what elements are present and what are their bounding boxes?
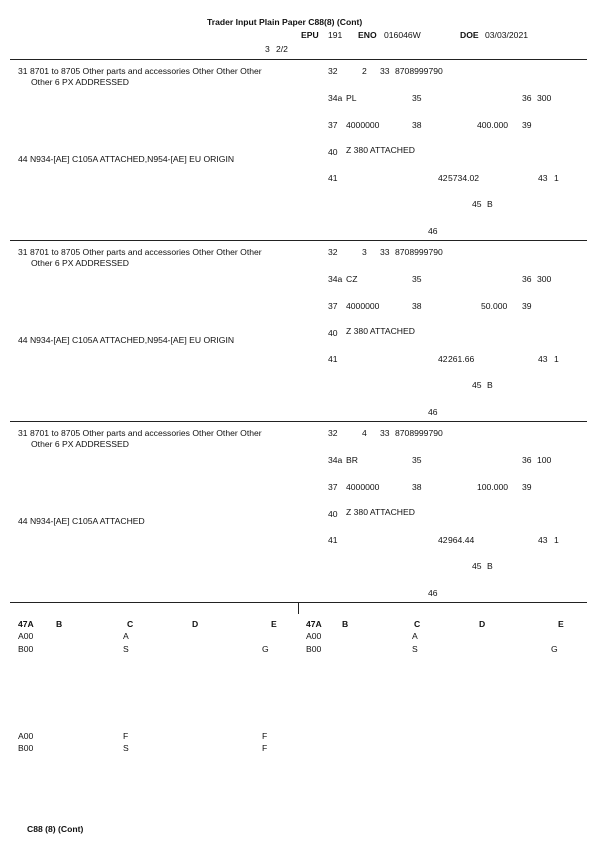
box-33-label: 33 [380,428,390,438]
form-number: 3 [265,44,270,54]
valuation-method: 1 [554,173,559,183]
goods-description-cont: Other 6 PX ADDRESSED [31,439,129,449]
tax-header-e: E [558,619,564,629]
tax-type: A00 [18,631,34,641]
box-36-label: 36 [522,455,532,465]
tax-type: A00 [306,631,322,641]
tax-calc: F [123,731,129,741]
page-number: 2/2 [276,44,288,54]
box-32-label: 32 [328,428,338,438]
tax-type: B00 [18,644,34,654]
tax-header-47a: 47A [18,619,34,629]
box-39-label: 39 [522,120,532,130]
box-34a-label: 34a [328,274,343,284]
item-divider [10,421,587,422]
box-43-label: 43 [538,173,548,183]
goods-description: 31 8701 to 8705 Other parts and accessories Other Other Other [18,247,262,257]
procedure-code: 4000000 [346,301,380,311]
box-41-label: 41 [328,354,338,364]
box-41-label: 41 [328,535,338,545]
tax-column-divider [298,602,299,614]
item-number: 2 [362,66,367,76]
tax-mp: G [551,644,558,654]
doe-value: 03/03/2021 [485,30,529,40]
goods-description-cont: Other 6 PX ADDRESSED [31,77,129,87]
epu-value: 191 [328,30,343,40]
epu-label: EPU [301,30,319,40]
item-divider [10,240,587,241]
doe-label: DOE [460,30,479,40]
box-32-label: 32 [328,247,338,257]
eno-value: 016046W [384,30,421,40]
previous-document: Z 380 ATTACHED [346,507,415,517]
box-35-label: 35 [412,274,422,284]
box-35-label: 35 [412,455,422,465]
box-35-label: 35 [412,93,422,103]
box-40-label: 40 [328,147,338,157]
tax-mp: F [262,731,268,741]
box-45-label: 45 [472,199,482,209]
box-46-label: 46 [428,407,438,417]
box-38-label: 38 [412,120,422,130]
tax-calc: S [123,644,129,654]
tax-mp: F [262,743,268,753]
box-33-label: 33 [380,66,390,76]
box-34a-label: 34a [328,93,343,103]
box-37-label: 37 [328,301,338,311]
box-33-label: 33 [380,247,390,257]
tax-header-b: B [342,619,349,629]
valuation-method: 1 [554,354,559,364]
box-41-label: 41 [328,173,338,183]
tax-calc: S [123,743,129,753]
tax-type: B00 [306,644,322,654]
preference: 300 [537,274,552,284]
origin-country: PL [346,93,357,103]
tax-calc: A [123,631,129,641]
box-39-label: 39 [522,301,532,311]
box-40-label: 40 [328,509,338,519]
tax-header-b: B [56,619,63,629]
tax-header-c: C [127,619,134,629]
box-43-label: 43 [538,354,548,364]
goods-description-cont: Other 6 PX ADDRESSED [31,258,129,268]
net-mass: 50.000 [481,301,508,311]
commodity-code: 8708999790 [395,247,443,257]
tax-type: A00 [18,731,34,741]
item-price: 964.44 [448,535,475,545]
item-number: 4 [362,428,367,438]
box-40-label: 40 [328,328,338,338]
box-38-label: 38 [412,301,422,311]
item-number: 3 [362,247,367,257]
tax-header-c: C [414,619,421,629]
goods-description: 31 8701 to 8705 Other parts and accessories Other Other Other [18,66,262,76]
additional-info: 44 N934-[AE] C105A ATTACHED,N954-[AE] EU ORIGIN [18,335,235,345]
box-42-label: 42 [438,535,448,545]
box-38-label: 38 [412,482,422,492]
box-32-label: 32 [328,66,338,76]
valuation-method: 1 [554,535,559,545]
eno-label: ENO [358,30,377,40]
adjustment: B [487,199,493,209]
box-42-label: 42 [438,354,448,364]
tax-calc: S [412,644,418,654]
origin-country: CZ [346,274,358,284]
tax-type: B00 [18,743,34,753]
document-title: Trader Input Plain Paper C88(8) (Cont) [207,17,363,27]
tax-header-47a: 47A [306,619,322,629]
box-42-label: 42 [438,173,448,183]
form-footer-label: C88 (8) (Cont) [27,824,84,834]
net-mass: 100.000 [477,482,509,492]
net-mass: 400.000 [477,120,509,130]
adjustment: B [487,561,493,571]
commodity-code: 8708999790 [395,428,443,438]
box-37-label: 37 [328,482,338,492]
box-36-label: 36 [522,93,532,103]
box-34a-label: 34a [328,455,343,465]
origin-country: BR [346,455,358,465]
procedure-code: 4000000 [346,120,380,130]
preference: 100 [537,455,552,465]
tax-header-d: D [192,619,199,629]
header-divider [10,59,587,60]
box-43-label: 43 [538,535,548,545]
box-39-label: 39 [522,482,532,492]
box-36-label: 36 [522,274,532,284]
tax-mp: G [262,644,269,654]
box-37-label: 37 [328,120,338,130]
box-46-label: 46 [428,588,438,598]
tax-calc: A [412,631,418,641]
commodity-code: 8708999790 [395,66,443,76]
item-price: 5734.02 [448,173,480,183]
previous-document: Z 380 ATTACHED [346,326,415,336]
additional-info: 44 N934-[AE] C105A ATTACHED,N954-[AE] EU ORIGIN [18,154,235,164]
box-45-label: 45 [472,561,482,571]
procedure-code: 4000000 [346,482,380,492]
additional-info: 44 N934-[AE] C105A ATTACHED [18,516,145,526]
adjustment: B [487,380,493,390]
item-price: 261.66 [448,354,475,364]
box-45-label: 45 [472,380,482,390]
box-46-label: 46 [428,226,438,236]
tax-header-d: D [479,619,486,629]
previous-document: Z 380 ATTACHED [346,145,415,155]
tax-header-e: E [271,619,277,629]
goods-description: 31 8701 to 8705 Other parts and accessories Other Other Other [18,428,262,438]
preference: 300 [537,93,552,103]
